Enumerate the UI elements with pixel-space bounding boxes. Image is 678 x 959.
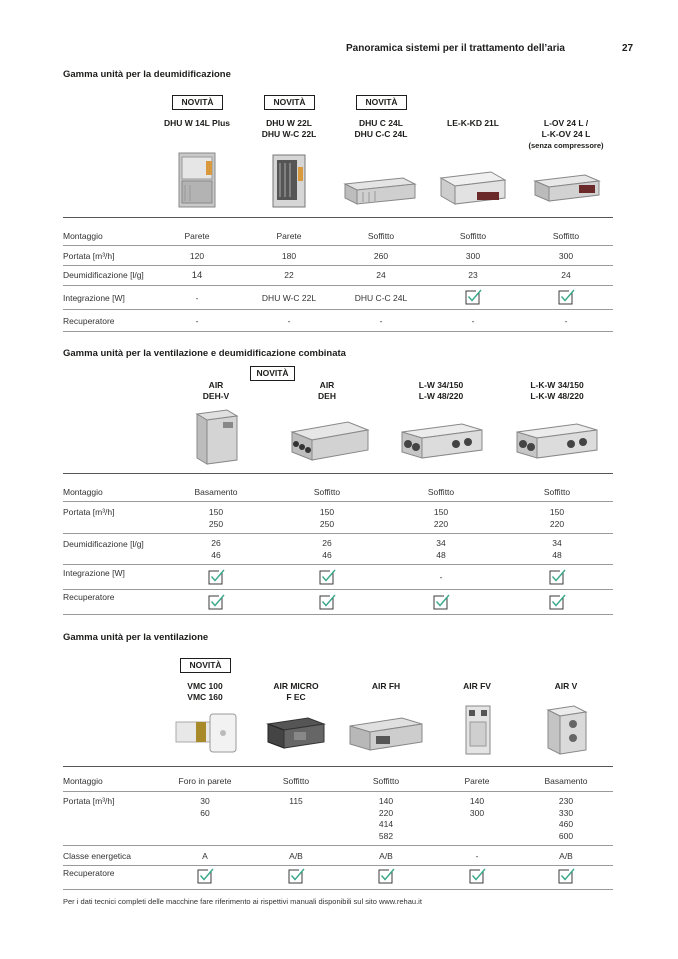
check-icon [432,593,450,611]
table-cell: 24 [561,270,571,280]
product-name: AIR MICRO F EC [273,681,319,702]
table-cell: Soffitto [459,231,487,241]
table-cell: - [475,851,479,861]
product-name: DHU W 22L DHU W-C 22L [261,118,317,139]
page-number: 27 [622,43,634,54]
footer-note: Per i dati tecnici completi delle macchine fare riferimento ai rispettivi manuali disponibili sul sito www.rehau.it [63,897,422,906]
check-icon [557,867,575,885]
table-rule [63,845,613,846]
table-cell: - [195,316,199,326]
product-name: AIR DEH [318,380,336,401]
product-image-vmc [174,710,238,756]
table-cell: Foro in parete [178,776,232,786]
check-icon [548,593,566,611]
product-name: L-K-W 34/150 L-K-W 48/220 [530,380,584,401]
check-icon [287,867,305,885]
table-cell: Basamento [194,487,238,497]
table-cell: 23 [468,270,478,280]
product-name: DHU C 24L DHU C-C 24L [354,118,408,139]
product-name: AIR FV [463,681,491,691]
product-image-air-fv [462,704,494,756]
row-label: Recuperatore [63,316,115,326]
product-name: L-OV 24 L / L-K-OV 24 L (senza compressore) [528,118,604,150]
novita-badge: NOVITÀ [356,95,407,110]
table-cell: DHU C-C 24L [354,293,408,303]
product-image-dhu-w-14l [176,151,218,209]
page-header-title: Panoramica sistemi per il trattamento dell’aria [346,43,565,54]
product-image-air-v [544,704,590,756]
table-cell: - [287,316,291,326]
check-icon [548,568,566,586]
table-rule [63,331,613,332]
product-name: VMC 100 VMC 160 [187,681,223,702]
table-cell: - [439,572,443,582]
table-cell: 180 [281,251,297,261]
table-cell: 300 [558,251,574,261]
table-cell: Soffitto [367,231,395,241]
table-rule [63,533,613,534]
table-cell: Soffitto [372,776,400,786]
product-image-dhu-w-22l [270,153,308,209]
check-icon [557,288,575,306]
check-icon [464,288,482,306]
table-cell: A [202,851,208,861]
table-rule [63,564,613,565]
table-rule [63,889,613,890]
section-title-dehumidification: Gamma unità per la deumidificazione [63,69,231,80]
table-rule [63,309,613,310]
check-icon [377,867,395,885]
table-cell: 34 48 [552,538,562,560]
product-image-l-w [396,422,486,462]
novita-badge: NOVITÀ [180,658,231,673]
table-cell: 26 46 [211,538,221,560]
table-cell: A/B [559,851,573,861]
product-image-l-ov [531,171,603,205]
table-cell: Soffitto [543,487,571,497]
section-title-ventilation: Gamma unità per la ventilazione [63,632,209,643]
product-name: L-W 34/150 L-W 48/220 [418,380,464,401]
table-rule [63,245,613,246]
table-cell: 150 250 [208,507,224,529]
product-image-dhu-c-24l [343,176,417,206]
table-rule [63,791,613,792]
table-cell: 260 [373,251,389,261]
product-image-air-deh-v [193,408,241,466]
check-icon [318,568,336,586]
row-label: Classe energetica [63,851,132,861]
table-rule [63,501,613,502]
product-image-air-fh [346,714,426,754]
table-cell: A/B [289,851,303,861]
product-name: DHU W 14L Plus [164,118,230,128]
product-image-air-micro [264,714,328,752]
table-cell: 22 [284,270,294,280]
table-cell: - [471,316,475,326]
novita-badge: NOVITÀ [250,366,295,381]
product-name: AIR FH [371,681,401,691]
novita-badge: NOVITÀ [264,95,315,110]
table-cell: Soffitto [427,487,455,497]
table-rule [63,614,613,615]
table-cell: 24 [376,270,386,280]
table-cell: 120 [189,251,205,261]
table-cell: Soffitto [313,487,341,497]
table-cell: - [379,316,383,326]
table-cell: - [564,316,568,326]
row-label: Integrazione [W] [63,568,125,578]
product-name: AIR DEH-V [202,380,230,401]
table-cell: 140 220 414 582 [378,796,394,841]
table-cell: Parete [464,776,490,786]
row-label: Recuperatore [63,592,115,602]
product-image-l-k-w [511,422,601,462]
table-cell: Parete [276,231,302,241]
row-label: Deumidificazione [l/g] [63,539,144,549]
table-cell: 34 48 [436,538,446,560]
row-label: Portata [m³/h] [63,507,115,517]
table-cell: 140 300 [469,796,485,818]
row-label: Montaggio [63,231,103,241]
row-label: Deumidificazione [l/g] [63,270,144,280]
product-name: LE-K-KD 21L [447,118,499,128]
table-rule [63,217,613,218]
table-cell: 150 250 [319,507,335,529]
product-image-air-deh [286,418,372,464]
check-icon [468,867,486,885]
row-label: Montaggio [63,487,103,497]
table-cell: 14 [191,270,203,281]
row-label: Portata [m³/h] [63,251,115,261]
product-name: AIR V [554,681,578,691]
row-label: Integrazione [W] [63,293,125,303]
table-cell: Parete [184,231,210,241]
row-label: Montaggio [63,776,103,786]
table-cell: Soffitto [282,776,310,786]
table-cell: 230 330 460 600 [558,796,574,841]
product-image-le-k-kd [437,168,509,208]
table-cell: 115 [289,796,303,806]
table-rule [63,473,613,474]
table-rule [63,589,613,590]
check-icon [196,867,214,885]
table-cell: 26 46 [322,538,332,560]
novita-badge: NOVITÀ [172,95,223,110]
table-cell: - [195,293,199,303]
row-label: Recuperatore [63,868,115,878]
row-label: Portata [m³/h] [63,796,115,806]
check-icon [207,568,225,586]
table-rule [63,285,613,286]
table-cell: DHU W-C 22L [261,293,317,303]
table-rule [63,865,613,866]
table-cell: 150 220 [549,507,565,529]
table-cell: A/B [379,851,393,861]
table-cell: Basamento [544,776,588,786]
table-cell: 300 [465,251,481,261]
table-cell: 150 220 [433,507,449,529]
section-title-ventilation-dehumidification: Gamma unità per la ventilazione e deumidificazione combinata [63,348,346,359]
table-cell: 30 60 [200,796,210,818]
check-icon [318,593,336,611]
table-rule [63,766,613,767]
table-rule [63,265,613,266]
check-icon [207,593,225,611]
table-cell: Soffitto [552,231,580,241]
